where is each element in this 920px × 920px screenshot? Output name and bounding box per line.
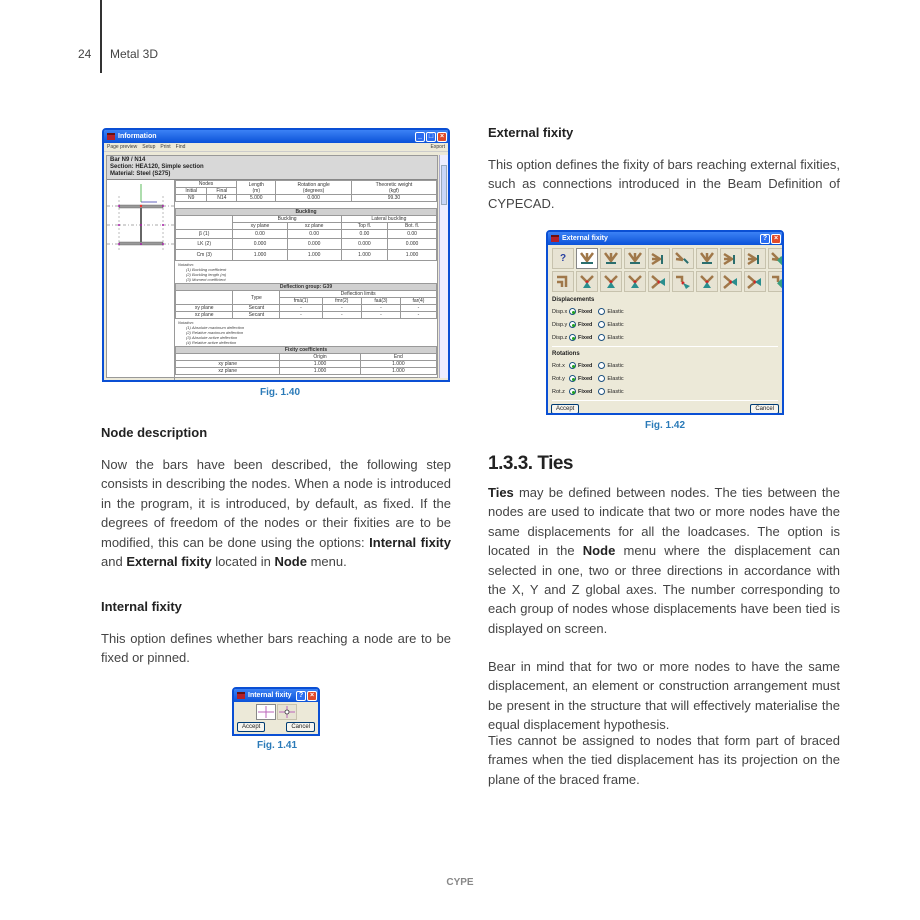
dialog-buttons — [548, 403, 782, 415]
fixed-node-option[interactable] — [256, 704, 276, 720]
fixed-label: Fixed — [578, 375, 593, 382]
rotations-heading: Rotations — [552, 351, 580, 357]
cell: - — [362, 312, 401, 319]
help-button[interactable]: ? — [296, 691, 306, 701]
row-label: Rot.z — [552, 388, 565, 395]
information-toolbar — [104, 143, 448, 152]
cell: - — [280, 312, 322, 319]
row-label: β (1) — [176, 230, 233, 239]
pinned-support-icon[interactable] — [576, 271, 598, 292]
buckling-notation: Notation: (1) Buckling coefficient (2) Buckling length (m) (3) Moment coefficient — [178, 262, 227, 282]
window-title: Information — [118, 133, 157, 140]
node-description-heading: Node description — [101, 425, 208, 440]
th: fmr(2) — [322, 298, 361, 305]
th: Top fl. — [341, 223, 387, 230]
table-row — [176, 305, 437, 312]
fixed-support-icon[interactable] — [576, 248, 598, 269]
blank — [176, 216, 233, 230]
table-row — [176, 230, 437, 239]
blank — [176, 354, 280, 361]
fig-140-caption: Fig. 1.40 — [259, 387, 300, 398]
dialog-buttons — [234, 722, 318, 732]
fixed-node-icon — [258, 706, 274, 718]
divider — [552, 400, 778, 401]
th-buckling: Buckling — [233, 216, 341, 223]
close-button[interactable]: × — [771, 234, 781, 244]
report-body — [106, 155, 438, 378]
row-label: xy plane — [176, 361, 280, 368]
maximize-button[interactable]: □ — [426, 132, 436, 142]
row-label: Rot.x — [552, 362, 565, 369]
fixed-label: Fixed — [578, 321, 593, 328]
cell: 0.000 — [233, 239, 287, 250]
window-title: Internal fixity — [248, 692, 292, 699]
elastic-radio[interactable] — [598, 334, 605, 341]
table-row — [176, 195, 437, 202]
fixed-label: Fixed — [578, 308, 593, 315]
cell: N14 — [207, 195, 237, 202]
row-label: xz plane — [176, 312, 233, 319]
find-button[interactable]: Find — [175, 144, 186, 150]
divider — [552, 346, 778, 347]
bar-header — [107, 156, 437, 180]
fixed-label: Fixed — [578, 362, 593, 369]
cell: Secant — [233, 305, 280, 312]
th: far(4) — [400, 298, 436, 305]
th: xy plane — [233, 223, 287, 230]
th: faá(3) — [362, 298, 401, 305]
app-icon — [237, 692, 245, 699]
pinned-y-support-icon[interactable] — [624, 271, 646, 292]
external-fixity-titlebar — [548, 232, 782, 245]
table-row — [176, 239, 437, 250]
cancel-button[interactable]: Cancel — [750, 404, 779, 414]
cell: 1.000 — [233, 250, 287, 261]
vertical-scrollbar[interactable] — [439, 155, 448, 378]
pinned-yz-support-icon[interactable] — [744, 271, 766, 292]
information-titlebar — [104, 130, 448, 143]
information-window — [102, 128, 450, 382]
deflection-table — [175, 283, 437, 319]
accept-button[interactable]: Accept — [237, 722, 265, 732]
th-end: End — [360, 354, 436, 361]
pinned-node-option[interactable] — [277, 704, 297, 720]
cell: 0.000 — [341, 239, 387, 250]
elastic-label: Elastic — [607, 308, 624, 315]
pinned-node-icon — [279, 706, 295, 718]
fixed-inclined-support-icon[interactable] — [672, 248, 694, 269]
help-button[interactable]: ? — [760, 234, 770, 244]
pinned-inclined-support-icon[interactable] — [552, 271, 574, 292]
fixed-label: Fixed — [578, 388, 593, 395]
row-label: Disp.z — [552, 334, 568, 341]
row-label: Rot.y — [552, 375, 565, 382]
row-label: Disp.y — [552, 321, 568, 328]
app-icon — [551, 235, 559, 242]
pinned-xz-support-icon[interactable] — [720, 271, 742, 292]
header-divider — [100, 0, 102, 73]
fixed-label: Fixed — [578, 334, 593, 341]
cell: - — [322, 305, 361, 312]
elastic-label: Elastic — [607, 362, 624, 369]
setup-button[interactable]: Setup — [142, 144, 156, 150]
table-row — [176, 312, 437, 319]
internal-fixity-paragraph: This option defines whether bars reaching a node are to be fixed or pinned. — [101, 631, 451, 666]
cell: 0.000 — [276, 195, 352, 202]
deflection-title: Deflection group: G39 — [176, 284, 437, 291]
elastic-label: Elastic — [607, 375, 624, 382]
cell: 1.000 — [388, 250, 437, 261]
ties-paragraph: Ties may be defined between nodes. The ties between the nodes are used to indicate that two or more nodes have the same displacements for all the loadcases. The option is located in the Node menu where the displacement can selected in one, two or three directions in accordance with the X, Y and Z global axes. The number corresponding to each group of nodes whose displacements have been tied is displayed on screen. — [488, 485, 840, 636]
running-title: Metal 3D — [110, 47, 159, 61]
deflection-notation: Notation: (1) Absolute maximum deflection (2) Relative maximum deflection (3) Absolute active deflection (4) Relative active deflection — [178, 320, 245, 345]
section-line: Section: HEA120, Simple section — [110, 164, 204, 170]
th: xz plane — [287, 223, 341, 230]
cell: 1.000 — [280, 368, 360, 375]
scroll-thumb[interactable] — [441, 165, 447, 205]
th-origin: Origin — [280, 354, 360, 361]
internal-fixity-titlebar — [234, 689, 318, 702]
pinned-z-support-icon[interactable] — [648, 271, 670, 292]
fixed-radio[interactable] — [569, 362, 576, 369]
print-button[interactable]: Print — [160, 144, 171, 150]
export-button[interactable]: Export — [430, 144, 445, 150]
cell: N9 — [176, 195, 207, 202]
cell: 1.000 — [280, 361, 360, 368]
general-table — [175, 180, 437, 202]
row-label: Cm (3) — [176, 250, 233, 261]
cell: 0.000 — [287, 239, 341, 250]
fixed-yz-support-icon[interactable] — [744, 248, 766, 269]
page-number: 24 — [78, 47, 92, 61]
elastic-radio[interactable] — [598, 388, 605, 395]
elastic-radio[interactable] — [598, 375, 605, 382]
minimize-button[interactable]: _ — [415, 132, 425, 142]
cell: Secant — [233, 312, 280, 319]
th-rotation: Rotation angle (degrees) — [276, 181, 352, 195]
elastic-label: Elastic — [607, 334, 624, 341]
elastic-label: Elastic — [607, 388, 624, 395]
external-fixity-heading: External fixity — [488, 125, 574, 140]
internal-fixity-heading: Internal fixity — [101, 599, 182, 614]
pinned-rotated-support-icon[interactable] — [672, 271, 694, 292]
page-preview-button[interactable]: Page preview — [107, 144, 138, 150]
th: Bot. fl. — [388, 223, 437, 230]
disp-x-row — [548, 305, 782, 318]
pinned-general-support-icon[interactable] — [768, 271, 784, 292]
external-fixity-paragraph: This option defines the fixity of bars reaching external fixities, such as connections introduced in the Beam Definition of CYPECAD. — [488, 157, 840, 211]
table-row — [176, 361, 437, 368]
blank — [176, 291, 233, 305]
fixed-x-support-icon[interactable] — [600, 248, 622, 269]
fixed-radio[interactable] — [569, 375, 576, 382]
buckling-title: Buckling — [176, 209, 437, 216]
hea-profile-drawing — [107, 180, 175, 280]
elastic-radio[interactable] — [598, 308, 605, 315]
th-limits: Deflection limits — [280, 291, 437, 298]
fixity-title: Fixity coefficients — [176, 347, 437, 354]
unknown-support-icon[interactable]: ? — [552, 248, 574, 269]
ties-section-heading: 1.3.3. Ties — [488, 453, 573, 474]
node-description-paragraph: Now the bars have been described, the following step consists in describing the nodes. When a node is introduced in the program, it is introduced, by default, as fixed. If the degrees of freedom of the nodes or their fixities are to be modified, this can be done using the options: Internal fixity and External fixity located in Node menu. — [101, 457, 451, 570]
bar-id: Bar N9 / N14 — [110, 157, 146, 163]
th-final: Final — [207, 188, 237, 195]
pinned-x-support-icon[interactable] — [600, 271, 622, 292]
cell: - — [400, 305, 436, 312]
displacements-heading: Displacements — [552, 297, 595, 303]
cell: 0.00 — [341, 230, 387, 239]
th-weight: Theoretic weight (kgf) — [351, 181, 436, 195]
cell: 0.00 — [287, 230, 341, 239]
fixed-radio[interactable] — [569, 308, 576, 315]
fig-142-caption: Fig. 1.42 — [644, 420, 685, 431]
cell: 99.30 — [351, 195, 436, 202]
rot-z-row — [548, 385, 782, 398]
rot-x-row — [548, 359, 782, 372]
cell: - — [362, 305, 401, 312]
cell: 1.000 — [287, 250, 341, 261]
disp-y-row — [548, 318, 782, 331]
fixity-options — [234, 702, 318, 722]
table-row — [176, 368, 437, 375]
fixity-table — [175, 346, 437, 375]
row-label: xy plane — [176, 305, 233, 312]
row-label: xz plane — [176, 368, 280, 375]
cell: - — [400, 312, 436, 319]
elastic-radio[interactable] — [598, 321, 605, 328]
window-title: External fixity — [562, 235, 608, 242]
app-icon — [107, 133, 115, 140]
report-tables — [175, 180, 437, 382]
fixed-general-support-icon[interactable] — [768, 248, 784, 269]
cell: 1.000 — [341, 250, 387, 261]
th: fmá(1) — [280, 298, 322, 305]
bear-in-mind-paragraph: Bear in mind that for two or more nodes to have the same displacement, an element or construction arrangement must be present in the structure that will effectively materialise the equal displacement hypothesis. — [488, 659, 840, 733]
disp-z-row — [548, 331, 782, 344]
fixed-radio[interactable] — [569, 321, 576, 328]
th-initial: Initial — [176, 188, 207, 195]
profile-preview — [107, 180, 175, 382]
accept-button[interactable]: Accept — [551, 404, 579, 414]
th-length: Length (m) — [237, 181, 276, 195]
external-fixity-window — [546, 230, 784, 415]
fixed-radio[interactable] — [569, 388, 576, 395]
cell: 0.000 — [388, 239, 437, 250]
cell: 0.00 — [388, 230, 437, 239]
cell: 5.000 — [237, 195, 276, 202]
internal-fixity-window — [232, 687, 320, 736]
fixed-radio[interactable] — [569, 334, 576, 341]
row-label: LK (2) — [176, 239, 233, 250]
cell: 1.000 — [360, 361, 436, 368]
fixed-z-support-icon[interactable] — [648, 248, 670, 269]
close-button[interactable]: × — [307, 691, 317, 701]
fixed-y-support-icon[interactable] — [624, 248, 646, 269]
material-line: Material: Steel (S275) — [110, 171, 171, 177]
buckling-table — [175, 208, 437, 261]
footer-brand: CYPE — [446, 877, 474, 888]
th-nodes: Nodes — [176, 181, 237, 188]
th-type: Type — [233, 291, 280, 305]
th-lateral: Lateral buckling — [341, 216, 436, 223]
cell: - — [280, 305, 322, 312]
rot-y-row — [548, 372, 782, 385]
cell: 0.00 — [233, 230, 287, 239]
elastic-label: Elastic — [607, 321, 624, 328]
cancel-button[interactable]: Cancel — [286, 722, 315, 732]
fixed-xz-support-icon[interactable] — [720, 248, 742, 269]
ties-restriction-paragraph: Ties cannot be assigned to nodes that form part of braced frames when the tied displacement has its projection on the plane of the braced frame. — [488, 733, 840, 787]
elastic-radio[interactable] — [598, 362, 605, 369]
fig-141-caption: Fig. 1.41 — [256, 740, 297, 751]
table-row — [176, 250, 437, 261]
pinned-xy-support-icon[interactable] — [696, 271, 718, 292]
cell: - — [322, 312, 361, 319]
row-label: Disp.x — [552, 308, 568, 315]
cell: 1.000 — [360, 368, 436, 375]
support-type-palette — [548, 245, 782, 295]
fixed-xy-support-icon[interactable] — [696, 248, 718, 269]
close-button[interactable]: × — [437, 132, 447, 142]
